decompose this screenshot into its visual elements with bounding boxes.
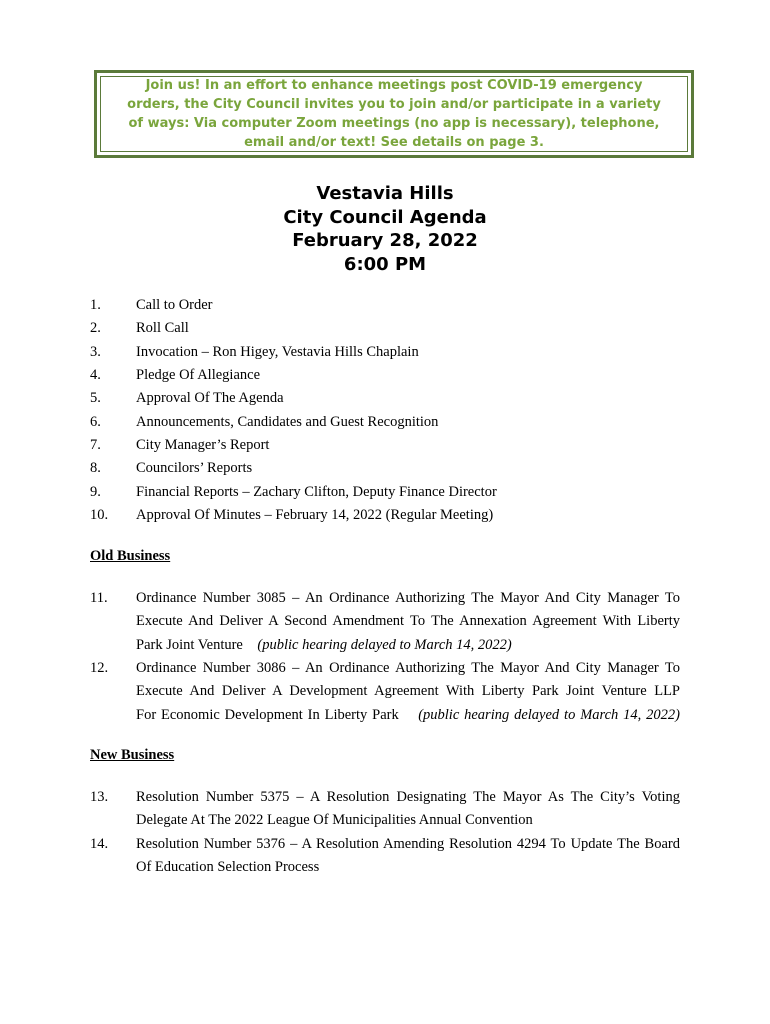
item-text: Approval Of The Agenda xyxy=(136,390,284,406)
item-number: 9. xyxy=(90,484,101,500)
item-line: Resolution Number 5375 – A Resolution Designating The Mayor As The City’s Voting xyxy=(136,789,680,805)
item-text xyxy=(136,657,680,727)
title-date: February 28, 2022 xyxy=(292,230,478,251)
item-note: (public hearing delayed to March 14, 2022) xyxy=(257,636,512,653)
item-number: 6. xyxy=(90,414,101,430)
item-number: 10. xyxy=(90,507,109,523)
old-business-heading: Old Business xyxy=(90,548,171,564)
item-text: Councilors’ Reports xyxy=(136,460,253,476)
new-business-heading: New Business xyxy=(90,747,175,763)
item-text xyxy=(136,587,680,657)
item-line: Park Joint Venture xyxy=(136,636,243,653)
notice-line: of ways: Via computer Zoom meetings (no app is necessary), telephone, xyxy=(128,116,660,131)
item-line: Delegate At The 2022 League Of Municipalities Annual Convention xyxy=(136,812,533,829)
item-number: 5. xyxy=(90,390,101,406)
title-city: Vestavia Hills xyxy=(316,183,454,204)
notice-line: Join us! In an effort to enhance meetings post COVID-19 emergency xyxy=(145,78,643,93)
item-note: (public hearing delayed to March 14, 2022) xyxy=(418,706,680,723)
item-text: City Manager’s Report xyxy=(136,437,270,453)
item-number: 11. xyxy=(90,590,108,606)
item-line: Execute And Deliver A Development Agreement With Liberty Park Joint Venture LLP xyxy=(136,683,680,700)
item-line: Execute And Deliver A Second Amendment To The Annexation Agreement With Liberty xyxy=(136,613,680,630)
item-number: 13. xyxy=(90,789,109,805)
item-number: 2. xyxy=(90,320,101,336)
item-line: Resolution Number 5376 – A Resolution Amending Resolution 4294 To Update The Board xyxy=(136,836,680,852)
item-number: 8. xyxy=(90,460,101,476)
item-number: 1. xyxy=(90,297,101,313)
title-time: 6:00 PM xyxy=(343,253,427,275)
item-text: Announcements, Candidates and Guest Recognition xyxy=(136,414,439,430)
item-text: Financial Reports – Zachary Clifton, Deputy Finance Director xyxy=(136,484,497,500)
item-text: Approval Of Minutes – February 14, 2022 (Regular Meeting) xyxy=(136,507,494,523)
title-agenda: City Council Agenda xyxy=(283,206,487,228)
item-text xyxy=(136,833,680,880)
item-line: Ordinance Number 3086 – An Ordinance Authorizing The Mayor And City Manager To xyxy=(136,660,680,676)
item-line: For Economic Development In Liberty Park xyxy=(136,706,399,723)
item-line: Ordinance Number 3085 – An Ordinance Authorizing The Mayor And City Manager To xyxy=(136,590,680,606)
item-number: 14. xyxy=(90,836,109,852)
item-number: 7. xyxy=(90,437,101,453)
item-text: Call to Order xyxy=(136,297,213,313)
item-number: 12. xyxy=(90,660,109,676)
item-text xyxy=(136,786,680,833)
item-line: Of Education Selection Process xyxy=(136,859,320,876)
item-number: 4. xyxy=(90,367,101,383)
item-text: Roll Call xyxy=(136,320,189,336)
item-number: 3. xyxy=(90,344,101,360)
item-text: Invocation – Ron Higey, Vestavia Hills Chaplain xyxy=(136,344,419,360)
item-line-with-note xyxy=(136,634,680,657)
notice-line: orders, the City Council invites you to join and/or participate in a variety xyxy=(127,97,661,112)
item-line-with-note xyxy=(136,704,680,727)
notice-line: email and/or text! See details on page 3. xyxy=(244,135,544,150)
item-text: Pledge Of Allegiance xyxy=(136,367,261,383)
